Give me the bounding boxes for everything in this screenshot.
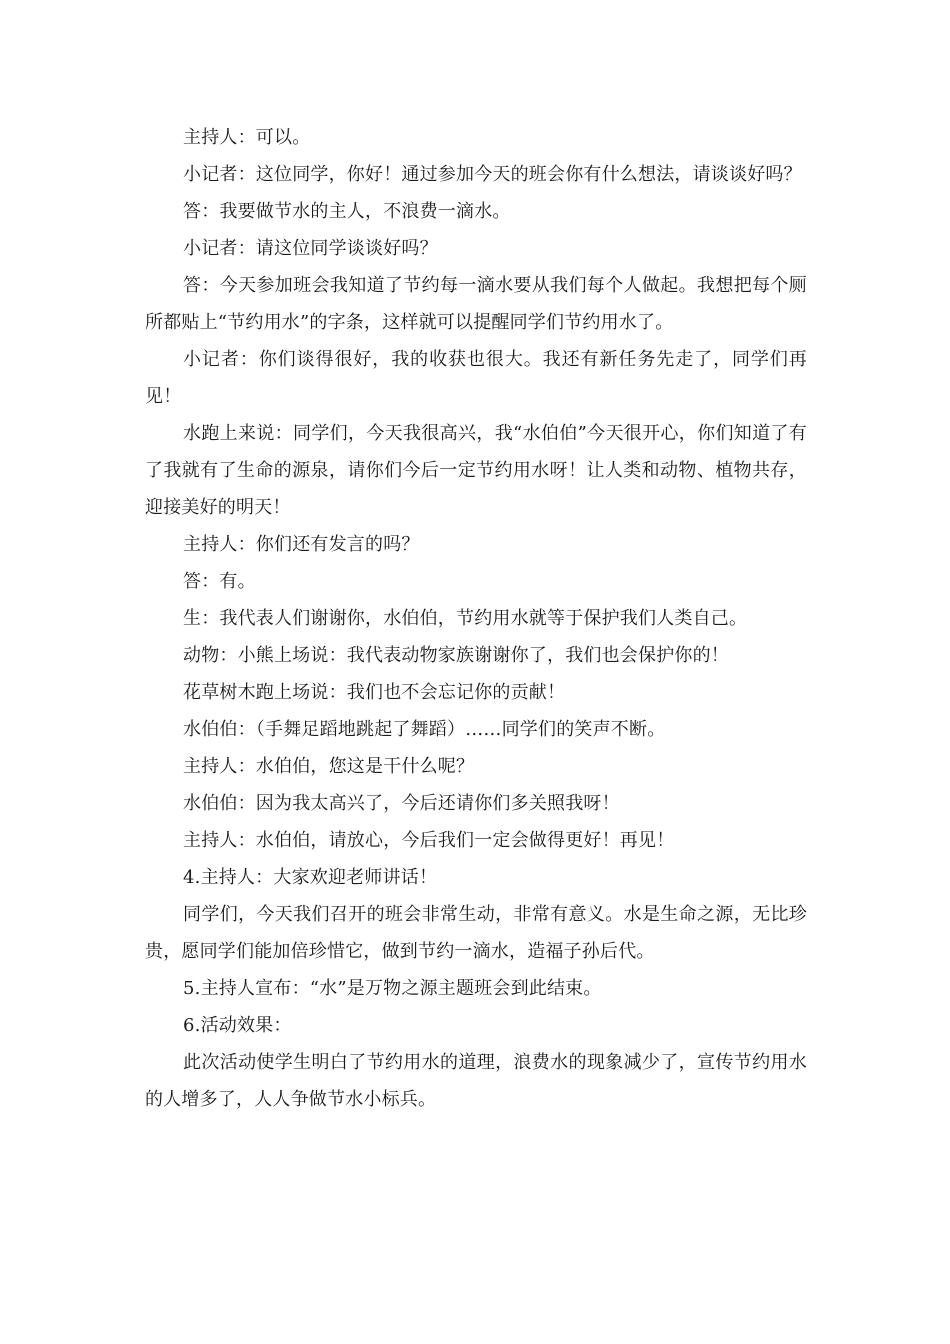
paragraph: 花草树木跑上场说：我们也不会忘记你的贡献！	[183, 682, 566, 703]
paragraph: 此次活动使学生明白了节约用水的道理，浪费水的现象减少了，宣传节约用水的人增多了，人人争做节水小标兵。	[145, 1052, 807, 1110]
paragraph: 水伯伯：（手舞足蹈地跳起了舞蹈）……同学们的笑声不断。	[183, 719, 666, 740]
paragraph: 主持人：水伯伯，请放心，今后我们一定会做得更好！再见！	[183, 830, 675, 851]
paragraph: 生：我代表人们谢谢你，水伯伯，节约用水就等于保护我们人类自己。	[183, 608, 748, 629]
paragraph: 水伯伯：因为我太高兴了，今后还请你们多关照我呀！	[183, 793, 620, 814]
paragraph: 答：今天参加班会我知道了节约每一滴水要从我们每个人做起。我想把每个厕所都贴上“节约用水”的字条，这样就可以提醒同学们节约用水了。	[145, 275, 807, 333]
document-body	[145, 119, 807, 1118]
paragraph: 水跑上来说：同学们，今天我很高兴，我“水伯伯”今天很开心，你们知道了有了我就有了生命的源泉，请你们今后一定节约用水呀！让人类和动物、植物共存，迎接美好的明天！	[145, 423, 807, 518]
paragraph: 答：有。	[183, 571, 256, 592]
paragraph: 主持人：可以。	[183, 127, 311, 148]
paragraph: 6.活动效果：	[183, 1015, 292, 1036]
paragraph: 答：我要做节水的主人，不浪费一滴水。	[183, 201, 511, 222]
paragraph: 主持人：你们还有发言的吗？	[183, 534, 420, 555]
paragraph: 小记者：你们谈得很好，我的收获也很大。我还有新任务先走了，同学们再见！	[145, 349, 807, 407]
paragraph: 动物：小熊上场说：我代表动物家族谢谢你了，我们也会保护你的！	[183, 645, 729, 666]
paragraph: 4.主持人：大家欢迎老师讲话！	[183, 867, 438, 888]
paragraph: 主持人：水伯伯，您这是干什么呢？	[183, 756, 475, 777]
paragraph: 同学们，今天我们召开的班会非常生动，非常有意义。水是生命之源，无比珍贵，愿同学们能加倍珍惜它，做到节约一滴水，造福子孙后代。	[145, 904, 807, 962]
paragraph: 5.主持人宣布：“水”是万物之源主题班会到此结束。	[183, 978, 602, 999]
paragraph: 小记者：请这位同学谈谈好吗？	[183, 238, 438, 259]
paragraph: 小记者：这位同学，你好！通过参加今天的班会你有什么想法，请谈谈好吗？	[183, 164, 802, 185]
